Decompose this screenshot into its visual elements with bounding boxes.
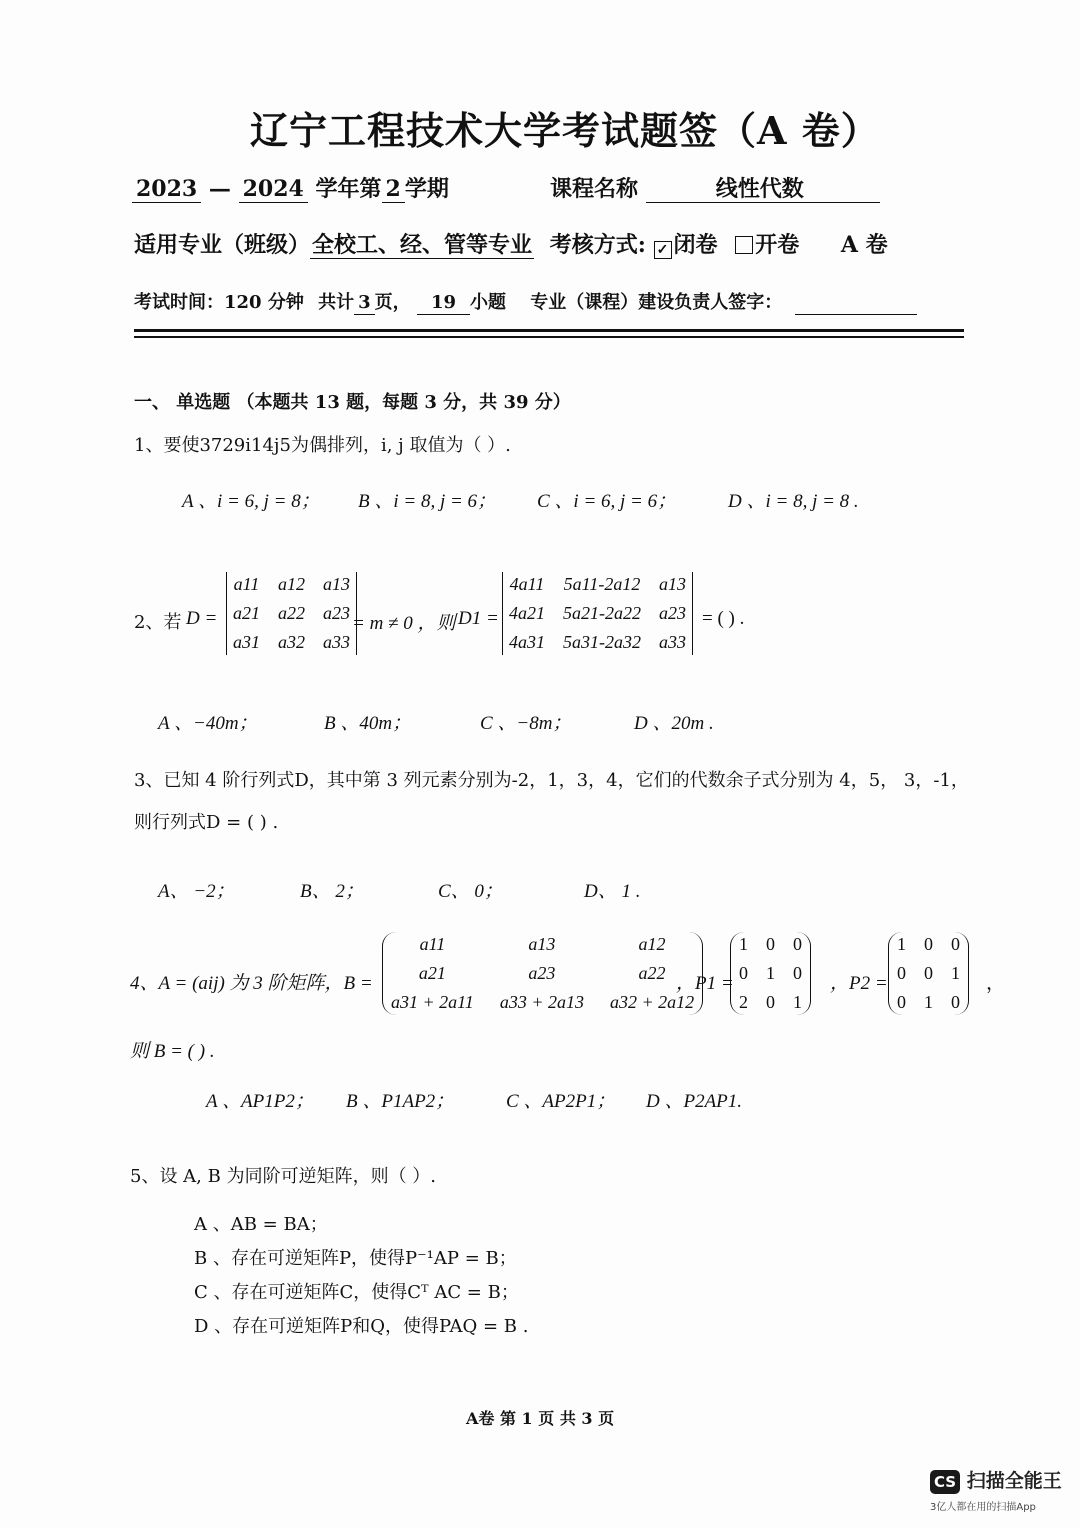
q4-matrix-p2 [888,932,969,1015]
exam-mode-label: 考核方式: [549,232,646,258]
q4-matrix-b [382,932,703,1015]
q2-option-a: A 、−40m； [158,713,258,734]
q2-d-entry: a21 [233,603,260,623]
q3-option-c: C、 0； [438,881,503,902]
q2-d-entry: a22 [278,603,305,623]
paper-label: A 卷 [840,232,888,258]
watermark-tagline: 3亿人都在用的扫描App [930,1502,1036,1513]
q2-d1-entry: a23 [659,603,686,623]
q2-d1-entry: 5a21-2a22 [563,603,641,623]
q4-p2-entry: 0 [924,934,933,954]
page-footer: A卷 第 1 页 共 3 页 [466,1409,615,1428]
header-rule-top [134,329,964,332]
q1-option-d: D 、i = 8, j = 8 . [728,491,859,512]
q5-stem: 5、设 A, B 为同阶可逆矩阵，则（ ）. [130,1166,437,1187]
q4-p1-entry: 1 [766,963,775,983]
q4-p1-label: ，P1 = [676,973,734,994]
q2-d-entry: a23 [323,603,350,623]
q4-option-b: B 、P1AP2； [346,1091,455,1112]
watermark-name: 扫描全能王 [966,1470,1062,1492]
signature-label: 专业（课程）建设负责人签字： [530,292,783,313]
q2-d1-label: D1 = [458,608,499,629]
q4-b-entry: a21 [418,963,446,983]
q4-b-entry: a33 + 2a13 [499,992,584,1012]
q4-p2-entry: 0 [951,992,960,1012]
q4-then: 则 B = ( ) . [130,1041,215,1062]
year-start: 2023 [132,177,201,203]
q4-p1-entry: 0 [793,934,802,954]
q4-b-entry: a12 [638,934,666,954]
q4-p1-entry: 0 [739,963,748,983]
q4-b-entry: a32 + 2a12 [609,992,695,1012]
section-heading: 一、 单选题 （本题共 13 题，每题 3 分，共 39 分） [134,392,571,413]
q4-p1-entry: 0 [766,992,775,1012]
scanner-watermark [930,1466,1062,1494]
pages-count: 3 [354,293,375,315]
q4-lead: 4、A = (aij) 为 3 阶矩阵，B = [130,973,373,994]
q4-p2-entry: 0 [897,963,906,983]
q4-option-d: D 、P2AP1. [646,1091,743,1112]
major-line [134,228,888,259]
course-line [550,172,880,203]
q4-p1-entry: 0 [766,934,775,954]
q3-line2: 则行列式D = ( ) . [134,812,279,833]
course-name: 线性代数 [646,177,880,203]
q5-option-b: B 、存在可逆矩阵P，使得P⁻¹AP = B； [194,1248,517,1269]
q4-b-entry: a11 [419,934,446,954]
q2-d1-entry: 4a21 [509,603,545,623]
q4-b-entry: a23 [528,963,556,983]
term-number: 2 [382,177,405,203]
q1-option-c: C 、i = 6, j = 6； [537,491,677,512]
items-suffix: 小题 [470,292,506,313]
q2-d-label: D = [186,608,218,629]
q4-p1-entry: 1 [739,934,748,954]
q4-b-entry: a22 [638,963,666,983]
q2-d1-entry: 5a11-2a12 [563,574,641,594]
q2-d1-entry: 5a31-2a32 [563,632,641,652]
time-label: 考试时间：120 分钟 [134,292,304,313]
q4-p2-entry: 0 [951,934,960,954]
year-end: 2024 [239,177,308,203]
q4-p1-entry: 1 [793,992,802,1012]
q2-d-entry: a32 [278,632,305,652]
q5-option-a: A 、AB = BA； [194,1214,328,1235]
q2-tail: = ( ) . [702,608,745,629]
q4-p2-entry: 1 [951,963,960,983]
q4-p2-entry: 1 [924,992,933,1012]
closed-label: 闭卷 [673,232,718,258]
q4-option-c: C 、AP2P1； [506,1091,616,1112]
q2-d1-entry: 4a31 [509,632,545,652]
q4-p2-entry: 0 [924,963,933,983]
page-title: 辽宁工程技术大学考试题签（A 卷） [250,108,880,153]
q4-comma: ， [986,973,1006,994]
check-icon: ✓ [656,242,669,258]
q3-line1: 3、已知 4 阶行列式D，其中第 3 列元素分别为-2，1，3，4，它们的代数余子式分别为 4，5， 3，-1， [134,770,969,791]
open-checkbox [735,236,753,254]
q2-d-entry: a31 [233,632,260,652]
term-prefix: 学年第 [315,176,382,202]
q3-option-d: D、 1 . [584,881,641,902]
q2-d1-entry: a13 [659,574,686,594]
q2-d-entry: a13 [323,574,350,594]
q4-matrix-p1 [730,932,811,1015]
q2-d1-entry: 4a11 [509,574,545,594]
q2-d-entry: a33 [323,632,350,652]
q1-option-b: B 、i = 8, j = 6； [358,491,497,512]
term-suffix: 学期 [404,176,449,202]
q2-option-c: C 、−8m； [480,713,572,734]
q4-b-entry: a31 + 2a11 [391,992,474,1012]
term-line [132,172,449,203]
q2-d1-entry: a33 [659,632,686,652]
q4-p2-entry: 0 [897,992,906,1012]
open-label: 开卷 [755,232,800,258]
q2-option-b: B 、40m； [324,713,412,734]
q5-option-d: D 、存在可逆矩阵P和Q，使得PAQ = B . [194,1316,529,1337]
q4-b-entry: a13 [528,934,556,954]
q2-determinant-d [226,572,357,655]
year-dash: — [208,176,231,202]
items-count: 19 [417,293,470,315]
q4-option-a: A 、AP1P2； [206,1091,314,1112]
q4-p2-label: ，P2 = [830,973,888,994]
camscanner-logo-icon: CS [930,1470,960,1494]
q3-option-a: A、 −2； [158,881,235,902]
course-label: 课程名称 [550,176,639,202]
closed-checkbox [654,241,672,259]
q4-p1-entry: 0 [793,963,802,983]
q3-option-b: B、 2； [300,881,364,902]
q4-p2-entry: 1 [897,934,906,954]
header-rule-bottom [134,336,964,338]
q4-p1-entry: 2 [739,992,748,1012]
signature-field [795,293,917,315]
pages-suffix: 页， [374,292,411,313]
q1-option-a: A 、i = 6, j = 8； [182,491,320,512]
q2-option-d: D 、20m . [634,713,714,734]
q2-mid-text: = m ≠ 0 ，则 [352,613,456,634]
pages-prefix: 共计 [318,292,355,313]
major-label: 适用专业（班级） [134,232,311,258]
q1-stem: 1、要使3729i14j5为偶排列，i, j 取值为（ ）. [134,435,511,456]
q2-d-entry: a11 [233,574,260,594]
q2-num: 2、若 [134,612,182,633]
exam-info-line [134,288,917,315]
q2-determinant-d1 [502,572,693,655]
major-value: 全校工、经、管等专业 [312,232,533,258]
q2-d-entry: a12 [278,574,305,594]
q5-option-c: C 、存在可逆矩阵C，使得Cᵀ AC = B； [194,1282,519,1303]
